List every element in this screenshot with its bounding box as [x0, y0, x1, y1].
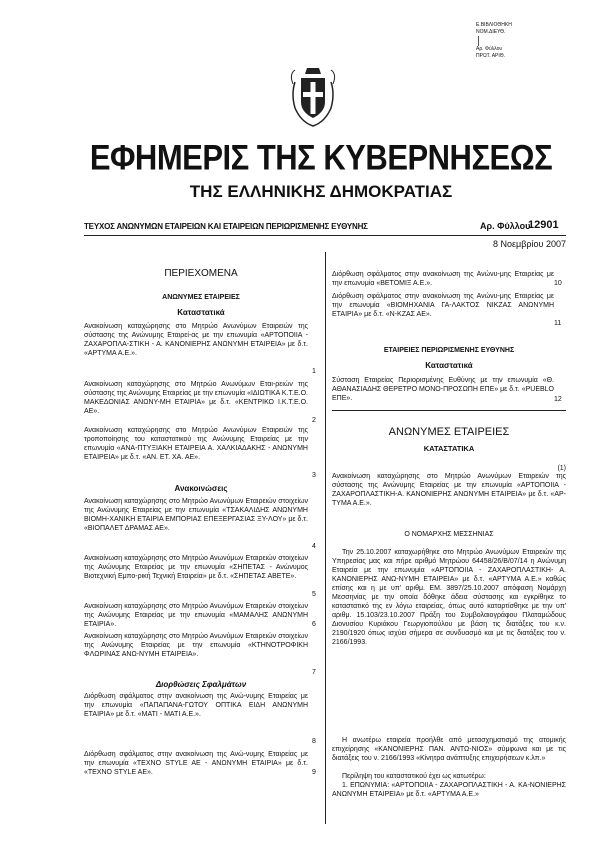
toc-sub-diorthwseis: Διορθώσεις Σφαλμάτων [155, 680, 247, 689]
body-paragraph: Την 25.10.2007 καταχωρήθηκε στο Μητρώο Ανωνύμων Εταιρειών της Υπηρεσίας μας και πήρε αριθμό Μητρώου 64458/26/Β/07/14 η Ανώνυμη Εταιρεία με την επωνυμία «ΑΡΤΟΠΟΙΙΑ - ΖΑΧΑΡΟΠΛΑΣΤΙΚΗ- Α. ΚΑΝΟΝΙΕΡΗΣ ΑΝΩ-ΝΥΜΗ ΕΤΑΙΡΕΙΑ» με δ.τ. «ΑΡΤΥΜΑ Α.Ε.» καθώς επίσης και η με υπ' αριθμ. ΕΜ. 3897/25.10.2007 απόφαση Νομάρχη Μεσσηνίας με την οποία δόθηκε άδεια σύστασης και εγκρίθηκε το καταστατικό της εν λόγω εταιρείας, όπως αυτό καταρτίσθηκε με την υπ' αριθμ. 15.103/23.10.2007 Πράξη του Συμβολαιογράφου Πλαταμώδους Διονυσίου Κυριάκου Γεωργιοπούλου με βάση τις διατάξεις του κ.ν. 2190/1920 όπως ισχύει σήμερα σε συνδυασμό και με τις διατάξεις του ν. 2166/1993. [332, 549, 566, 646]
masthead-subtitle: ΤΗΣ ΕΛΛΗΝΙΚΗΣ ΔΗΜΟΚΡΑΤΙΑΣ [189, 182, 453, 201]
stamp-line: Αρ. Φύλλου [476, 46, 503, 52]
toc-page-number: 3 [312, 472, 316, 479]
toc-sub-katastatika-epe: Καταστατικά [425, 361, 473, 370]
toc-page-number: 5 [312, 591, 316, 598]
issue-type: ΤΕΥΧΟΣ ΑΝΩΝΥΜΩΝ ΕΤΑΙΡΕΙΩΝ ΚΑΙ ΕΤΑΙΡΕΙΩΝ ΠΕΡΙΩΡΙΣΜΕΝΗΣ ΕΥΘΥΝΗΣ [84, 222, 368, 231]
toc-page-number: 12 [554, 396, 562, 403]
body-paragraph: 1. ΕΠΩΝΥΜΙΑ: «ΑΡΤΟΠΟΙΙΑ - ΖΑΧΑΡΟΠΛΑΣΤΙΚΗ - Α. ΚΑ-ΝΟΝΙΕΡΗΣ ΑΝΩΝΥΜΗ ΕΤΑΙΡΕΙΑ» με δ.τ. «ΑΡΤΥΜΑ Α.Ε.» [332, 782, 566, 798]
stamp-line: ΠΡΩΤ. ΑΡΙΘ. [476, 53, 506, 59]
item-number: (1) [557, 465, 566, 472]
toc-heading: ΠΕΡΙΕΧΟΜΕΝΑ [164, 268, 238, 279]
toc-entry: Ανακοίνωση καταχώρησης στο Μητρώο Ανωνύμων Εταιρειών στοιχείων της Ανώνυμης Εταιρείας με την επωνυμία «ΤΣΑΚΑΛΙΔΗΣ ΑΝΩΝΥΜΗ ΒΙΟΜΗ-ΧΑΝΙΚΗ ΕΤΑΙΡΙΑ ΕΜΠΟΡΙΑΣ ΕΠΕΞΕΡΓΑΣΙΑΣ ΞΥ-ΛΟΥ» με δ.τ. «ΒΙΟΠΑΛΕΤ ΔΡΑΜΑΣ ΑΕ». [84, 498, 308, 532]
toc-entry: Διόρθωση σφάλματος στην ανακοίνωση της Ανώνυ-μης Εταιρείας με την επωνυμία «ΒΕΤΟΜΙΞ Α.Ε.». [332, 271, 554, 287]
toc-page-number: 1 [312, 368, 316, 375]
stamp-line: Ε.ΒΙΒΛΙΟΘΗΚΗ [476, 22, 512, 28]
toc-entry: Διόρθωση σφάλματος στην ανακοίνωση της Ανώ-νυμης Εταιρείας με την επωνυμία «TEXNO STYLE AE - ΑΝΩΝΥΜΗ ΕΤΑΙΡΙΑ» με δ.τ. «TEXNO STYLE AE». [84, 751, 308, 776]
stamp-line: ΝΟΜ.ΔΙΕΥΘ. [476, 29, 506, 35]
toc-page-number: 7 [312, 669, 316, 676]
toc-section-epe: ΕΤΑΙΡΕΙΕΣ ΠΕΡΙΩΡΙΣΜΕΝΗΣ ΕΥΘΥΝΗΣ [383, 347, 515, 354]
toc-entry: Διόρθωση σφάλματος στην ανακοίνωση της Ανώ-νυμης Εταιρείας με την επωνυμία «ΠΑΠΑΠΑΝΑ-ΓΩΤΟΥ ΟΠΤΙΚΑ ΕΙΔΗ ΑΝΩΝΥΜΗ ΕΤΑΙΡΙΑ» με δ.τ. «ΜΑΤΙ - ΜΑΤΙ Α.Ε.». [84, 693, 308, 718]
sheet-label: Αρ. Φύλλου [480, 221, 531, 231]
body-sub-heading: ΚΑΤΑΣΤΑΤΙΚΑ [423, 444, 475, 453]
toc-entry: Ανακοίνωση καταχώρησης στο Μητρώο Ανωνύμων Εται-ρειών της σύστασης της Ανώνυμης Εταιρείας με την επωνυμία «ΙΔΙΩΤΙΚΑ Κ.Τ.Ε.Ο. ΜΑΚΕΔΟΝΙΑΣ ΑΝΩΝΥ-ΜΗ ΕΤΑΙΡΙΑ» με δ.τ. «ΚΕΝΤΡΙΚΟ Ι.Κ.Τ.Ε.Ο. ΑΕ». [84, 381, 308, 415]
toc-page-number: 11 [554, 320, 562, 327]
body-section-heading: ΑΝΩΝΥΜΕΣ ΕΤΑΙΡΕΙΕΣ [388, 426, 510, 438]
body-paragraph: Περίληψη του καταστατικού έχει ως κατωτέρω: [342, 773, 486, 780]
toc-entry: Διόρθωση σφάλματος στην ανακοίνωση της Ανώνυ-μης Εταιρείας με την επωνυμία «ΒΙΟΜΗΧΑΝΙΑ ΓΑ-ΛΑΚΤΟΣ ΝΙΚΖΑΣ ΑΝΩΝΥΜΗ ΕΤΑΙΡΙΑ» με δ.τ. «Ν-ΚΖΑΣ ΑΕ». [332, 293, 554, 318]
masthead-rule [84, 235, 566, 236]
sheet-number: 12901 [528, 219, 559, 231]
stamp [476, 22, 556, 86]
column-divider [325, 252, 326, 824]
toc-entry: Ανακοίνωση καταχώρησης στο Μητρώο Ανωνύμων Εταιρειών της τροποποίησης του καταστατικού της Ανώνυμης Εταιρείας με την επωνυμία «ΑΝΑ-ΠΤΥΞΙΑΚΗ ΕΤΑΙΡΕΙΑ Α. ΧΑΛΚΙΑΔΑΚΗΣ - ΑΝΩΝΥΜΗ ΕΤΑΙΡΕΙΑ» με δ.τ. «ΑΝ. ΕΤ. ΧΑ. ΑΕ». [84, 427, 308, 461]
toc-page-number: 6 [312, 621, 316, 628]
item-title: Ανακοίνωση καταχώρησης στο Μητρώο Ανωνύμων Εταιρειών της σύστασης της Ανώνυμης Εταιρείας με την επωνυμία «ΑΡΤΟΠΟΙΙΑ - ΖΑΧΑΡΟΠΛΑΣΤΙΚΗ-Α. ΚΑΝΟΝΙΕΡΗΣ ΑΝΩΝΥΜΗ ΕΤΑΙΡΕΙΑ» με δ.τ. «ΑΡ-ΤΥΜΑ Α.Ε.». [332, 473, 566, 507]
toc-entry: Ανακοίνωση καταχώρησης στο Μητρώο Ανωνύμων Εταιρειών της σύστασης της Ανώνυμης Εταιρεί-ας με την επωνυμία «ΑΡΤΟΠΟΙΙΑ - ΖΑΧΑΡΟΠΛΑ-ΣΤΙΚΗ - Α. ΚΑΝΟΝΙΕΡΗΣ ΑΝΩΝΥΜΗ ΕΤΑΙΡΕΙΑ» με δ.τ. «ΑΡΤΥΜΑ Α.Ε.». [84, 323, 308, 357]
toc-entry: Ανακοίνωση καταχώρησης στο Μητρώο Ανωνύμων Εταιρειών στοιχείων της Ανώνυμης Εταιρείας με την επωνυμία «ΚΤΗΝΟΤΡΟΦΙΚΗ ΦΛΩΡΙΝΑΣ ΑΝΩ-ΝΥΜΗ ΕΤΑΙΡΕΙΑ». [84, 633, 308, 658]
toc-entry: Ανακοίνωση καταχώρησης στο Μητρώο Ανωνύμων Εταιρειών στοιχείων της Ανώνυμης Εταιρείας με την επωνυμία «ΜΑΜΑΛΗΣ ΑΝΩΝΥΜΗ ΕΤΑΙΡΙΑ». [84, 603, 308, 628]
toc-sub-anakoinwseis: Ανακοινώσεις [174, 484, 228, 493]
coat-of-arms-icon [285, 64, 341, 128]
toc-section-ae: ΑΝΩΝΥΜΕΣ ΕΤΑΙΡΕΙΕΣ [162, 294, 240, 301]
toc-entry: Ανακοίνωση καταχώρησης στο Μητρώο Ανωνύμων Εταιρειών στοιχείων της Ανώνυμης Εταιρείας με την επωνυμία «ΣΗΠΕΤΑΣ - Ανώνυμος Βιοτεχνική Εμπο-ρική Τεχνική Εταιρεία» με δ.τ. «ΣΗΠΕΤΑΣ ΑΒΕΤΕ». [84, 555, 308, 580]
body-paragraph: Η ανωτέρω εταιρεία προήλθε από μετασχηματισμό της ατομικής επιχείρησης «ΚΑΝΟΝΙΕΡΗΣ ΠΑΝ. ΑΝΤΩ-ΝΙΟΣ» σύμφωνα και με τις διατάξεις του ν. 2166/1993 «Κίνητρα ανάπτυξης επιχειρήσεων κ.λπ.» [332, 737, 566, 762]
toc-page-number: 9 [312, 769, 316, 776]
authority: Ο ΝΟΜΑΡΧΗΣ ΜΕΣΣΗΝΙΑΣ [404, 531, 494, 538]
toc-page-number: 8 [312, 738, 316, 745]
toc-page-number: 10 [554, 280, 562, 287]
stamp-mark [478, 36, 556, 46]
toc-page-number: 2 [312, 417, 316, 424]
issue-date: 8 Νοεμβρίου 2007 [493, 239, 566, 249]
toc-entry: Σύσταση Εταιρείας Περιορισμένης Ευθύνης με την επωνυμία «Θ. ΑΘΑΝΑΣΙΑΔΗΣ ΘΕΡΕΤΡΟ ΜΟΝΟ-ΠΡΟΣΩΠΗ ΕΠΕ» με δ.τ. «PUEBLO ΕΠΕ». [332, 377, 554, 402]
toc-sub-katastatika: Καταστατικά [177, 308, 225, 317]
toc-page-number: 4 [312, 543, 316, 550]
masthead-title: ΕΦΗΜΕΡΙΣ ΤΗΣ ΚΥΒΕΡΝΗΣΕΩΣ [89, 137, 553, 178]
toc-end-rule [332, 410, 566, 411]
